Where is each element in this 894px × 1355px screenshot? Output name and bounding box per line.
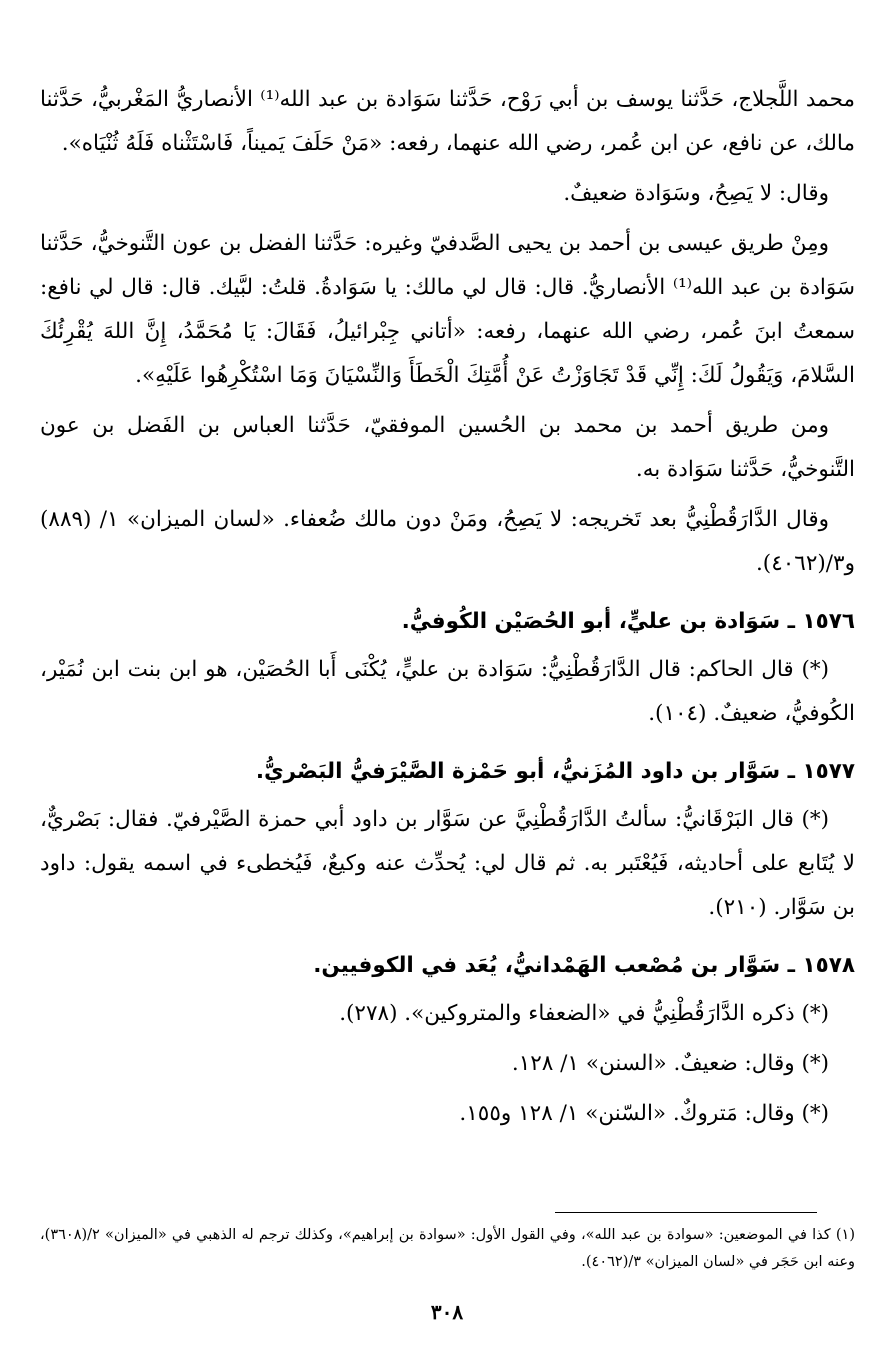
body-paragraph: ومن طريق أحمد بن محمد بن الحُسين الموفقيّ، حَدَّثنا العباس بن الفَضل بن عون التَّنوخيُّ، حَدَّثنا سَوَادة به. [40, 413, 855, 482]
body-paragraph: ومِنْ طريق عيسى بن أحمد بن يحيى الصَّدفيّ وغيره: حَدَّثنا الفضل بن عون التَّنوخيُّ، حَدَّثنا سَوَادة بن عبد الله⁽¹⁾ الأنصاريُّ. قال: قال لي مالك: يا سَوَادةُ. قلتُ: لبَّيك. قال: قال لي نافع: سمعتُ ابنَ عُمر، رضي الله عنهما، رفعه: «أتاني جِبْرائيلُ، فَقَالَ: يَا مُحَمَّدُ، إِنَّ اللهَ يُقْرِئُكَ السَّلامَ، وَيَقُولُ لَكَ: إِنِّي قَدْ تَجَاوَزْتُ عَنْ أُمَّتِكَ الْخَطَأَ وَالنِّسْيَانَ وَمَا اسْتُكْرِهُوا عَلَيْهِ». [40, 231, 856, 388]
entry-paragraph: (*) وقال: مَتروكٌ. «السّنن» ١/ ١٢٨ و١٥٥. [459, 1101, 829, 1126]
entry-paragraph: (*) قال الحاكم: قال الدَّارَقُطْنِيُّ: سَوَادة بن عليٍّ، يُكْنَى أَبا الحُصَيْن، هو ابن بنت ابن نُمَيْر، الكُوفيُّ، ضعيفٌ. (١٠٤). [40, 657, 855, 726]
body-paragraph: محمد اللَّجلاج، حَدَّثنا يوسف بن أبي رَوْح، حَدَّثنا سَوَادة بن عبد الله⁽¹⁾ الأنصاريُّ المَغْربيُّ، حَدَّثنا مالك، عن نافع، عن ابن عُمر، رضي الله عنهما، رفعه: «مَنْ حَلَفَ يَميناً، فَاسْتَثْناه فَلَهُ ثُنْيَاه». [40, 87, 855, 156]
entry-heading: ١٥٧٧ ـ سَوَّار بن داود المُزَنيُّ، أبو حَمْزة الصَّيْرَفيُّ البَصْريُّ. [255, 759, 855, 784]
footnote: (١) كذا في الموضعين: «سوادة بن عبد الله»، وفي القول الأول: «سوادة بن إبراهيم»، وكذلك ترجم له الذهبي في «الميزان» ٢/(٣٦٠٨)، وعنه ابن حَجَر في «لسان الميزان» ٣/(٤٠٦٢). [40, 1227, 855, 1270]
entry-heading: ١٥٧٦ ـ سَوَادة بن عليٍّ، أبو الحُصَيْن الكُوفيُّ. [401, 609, 855, 634]
entry-paragraph: (*) قال البَرْقَانيُّ: سألتُ الدَّارَقُطْنِيَّ عن سَوَّار بن داود أبي حمزة الصَّيْرفيّ. فقال: بَصْريٌّ، لا يُتَابع على أحاديثه، فَيُعْتَبر به. ثم قال لي: يُحدِّث عنه وكيعٌ، فَيُخطىء في اسمه يقول: داود بن سَوَّار. (٢١٠). [40, 807, 855, 920]
entry-paragraph: (*) ذكره الدَّارَقُطْنِيُّ في «الضعفاء والمتروكين». (٢٧٨). [339, 1001, 829, 1026]
entry-1578 [40, 944, 855, 1136]
body-paragraph: وقال الدَّارَقُطْنِيُّ بعد تَخريجه: لا يَصِحُ، ومَنْ دون مالك ضُعفاء. «لسان الميزان» ١/ (٨٨٩) و٣/(٤٠٦٢). [40, 507, 855, 576]
entry-1577 [40, 750, 855, 930]
entry-paragraph: (*) وقال: ضعيفٌ. «السنن» ١/ ١٢٨. [511, 1051, 829, 1076]
footnote-divider [555, 1212, 817, 1213]
page-body [40, 78, 855, 1142]
entry-1576 [40, 600, 855, 736]
page-number: ٣٠٨ [430, 1300, 464, 1324]
body-paragraph: وقال: لا يَصِحُ، وسَوَادة ضعيفٌ. [563, 181, 829, 206]
entry-heading: ١٥٧٨ ـ سَوَّار بن مُصْعب الهَمْدانيُّ، يُعَد في الكوفيين. [313, 953, 855, 978]
